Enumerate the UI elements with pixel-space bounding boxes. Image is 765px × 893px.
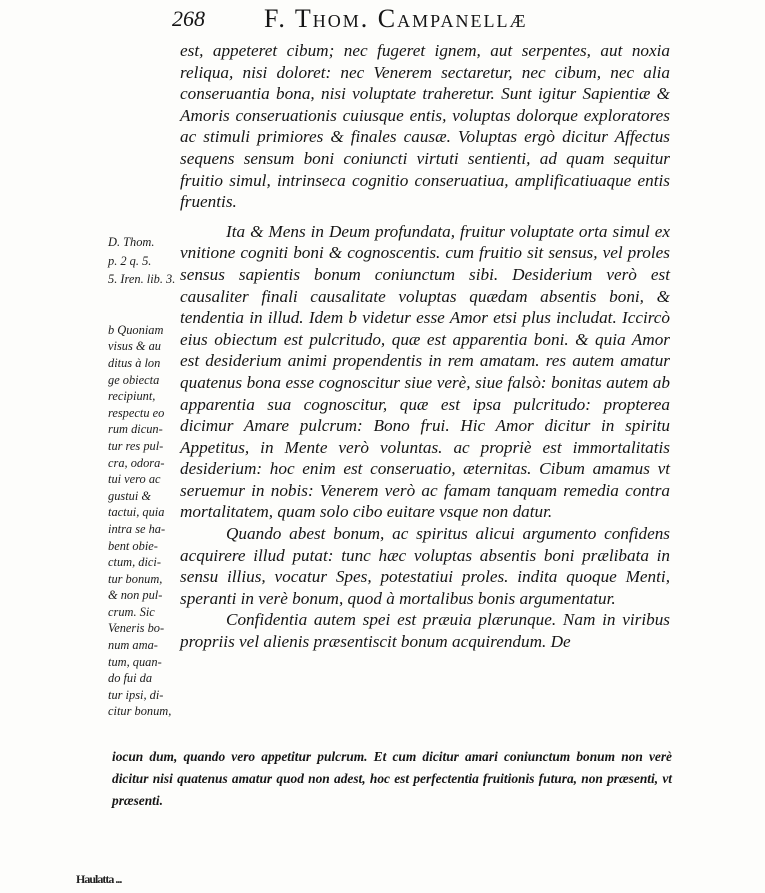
gloss-line: ge obiecta: [108, 372, 160, 387]
footnote: iocun dum, quando vero appetitur pulcrum. Et cum dicitur amari coniunctum bonum non verè dicitur nisi quatenus amatur quod non adest, hoc est perfectentia fruitionis futura, non præsenti, vt præsenti.: [112, 749, 672, 808]
margin-notes: [108, 234, 178, 720]
gloss-line: tur bonum,: [108, 571, 163, 586]
page-number: 268: [172, 6, 205, 31]
bleed-through-text: Haulatta ...: [76, 872, 122, 884]
gloss-line: rum dicun-: [108, 422, 163, 437]
gloss-line: bent obie-: [108, 538, 158, 553]
gloss-line: & non pul-: [108, 588, 163, 603]
margin-gloss: [108, 322, 178, 720]
gloss-line: tui vero ac: [108, 472, 161, 487]
gloss-line: ditus à lon: [108, 355, 161, 370]
gloss-line: tur res pul-: [108, 438, 164, 453]
gloss-line: Veneris bo-: [108, 621, 165, 636]
page-header: [172, 2, 732, 38]
margin-ref: D. Thom.: [108, 235, 155, 249]
gloss-line: b Quoniam: [108, 322, 164, 337]
paragraph-1: est, appeteret cibum; nec fugeret ignem, aut serpentes, aut noxia reliqua, nisi doloret: nec Venerem sectaretur, nec cibum, nec alia conseruantia bona, nisi voluptate traheretur. Sunt igitur Sapientiæ & Amoris conseruationis cuiusque entis, voluptas dolorque exploratores ac stimuli primiores & finales causæ. Voluptas ergò dicitur Affectus sequens sensum boni coniuncti virtuti sentienti, ad quam sequitur fruitio simul, intrinseca cognitio conseruatiua, amplificatiuaque entis fruentis.: [180, 41, 670, 212]
gloss-line: gustui &: [108, 488, 152, 503]
gloss-line: num ama-: [108, 638, 158, 653]
gloss-line: ctum, dici-: [108, 555, 161, 570]
gloss-line: citur bonum,: [108, 704, 172, 719]
gloss-line: cra, odora-: [108, 455, 165, 470]
gloss-line: intra se ha-: [108, 521, 166, 536]
paragraph-3: Quando abest bonum, ac spiritus alicui argumento confidens acquirere illud putat: tunc hæc voluptas absentis boni prælibata in sensu illius, vocatur Spes, potestatiui proles. indita quoque Menti, speranti in verè bonum, quod à mortalibus bonis argumentatur.: [180, 524, 670, 608]
gloss-line: tum, quan-: [108, 654, 162, 669]
gloss-line: do fui da: [108, 671, 153, 686]
gloss-line: respectu eo: [108, 405, 165, 420]
gloss-line: visus & au: [108, 339, 162, 354]
margin-ref: p. 2 q. 5.: [108, 253, 152, 268]
main-text-block: [180, 40, 670, 653]
paragraph-2: Ita & Mens in Deum profundata, fruitur voluptate orta simul ex vnitione cogniti boni & cognoscentis. cum fruitio sit sensus, vel proles sensus sapientis bonum coniunctum sibi. Desiderium verò est causaliter finali causalitate voluptas quædam absentis boni, & tendentia in illud. Idem b videtur esse Amor etsi plus includat. Iccircò eius obiectum est pulcritudo, quæ est apparentia boni. & quia Amor est desiderium animi propendentis in rem amatam. res autem amatur quatenus bona esse cognoscitur siue verè, siue falsò: bonitas autem ab apparentia sua cognoscitur, quæ est ipsa pulcritudo: propterea dicimur Amare pulcrum: Bono frui. Hic Amor dicitur in spiritu Appetitus, in Mente verò voluntas. ac propriè est immortalitatis desiderium: hoc enim est conseruatio, æternitas. Cibum amamus vt seruemur in nobis: Venerem verò ac famam tanquam remedia contra mortalitatem, quam solo cibo euitare vsque non datur.: [180, 221, 670, 522]
gloss-line: crum. Sic: [108, 604, 155, 619]
gloss-line: tur ipsi, di-: [108, 687, 164, 702]
gloss-line: recipiunt,: [108, 389, 156, 404]
margin-ref: 5. Iren. lib. 3.: [108, 272, 176, 287]
gloss-line: tactui, quia: [108, 505, 165, 520]
running-title: F. Thom. Campanellæ: [264, 4, 528, 33]
paragraph-4: Confidentia autem spei est præuia plærunque. Nam in viribus propriis vel alienis præsentiscit bonum acquirendum. De: [180, 610, 670, 652]
